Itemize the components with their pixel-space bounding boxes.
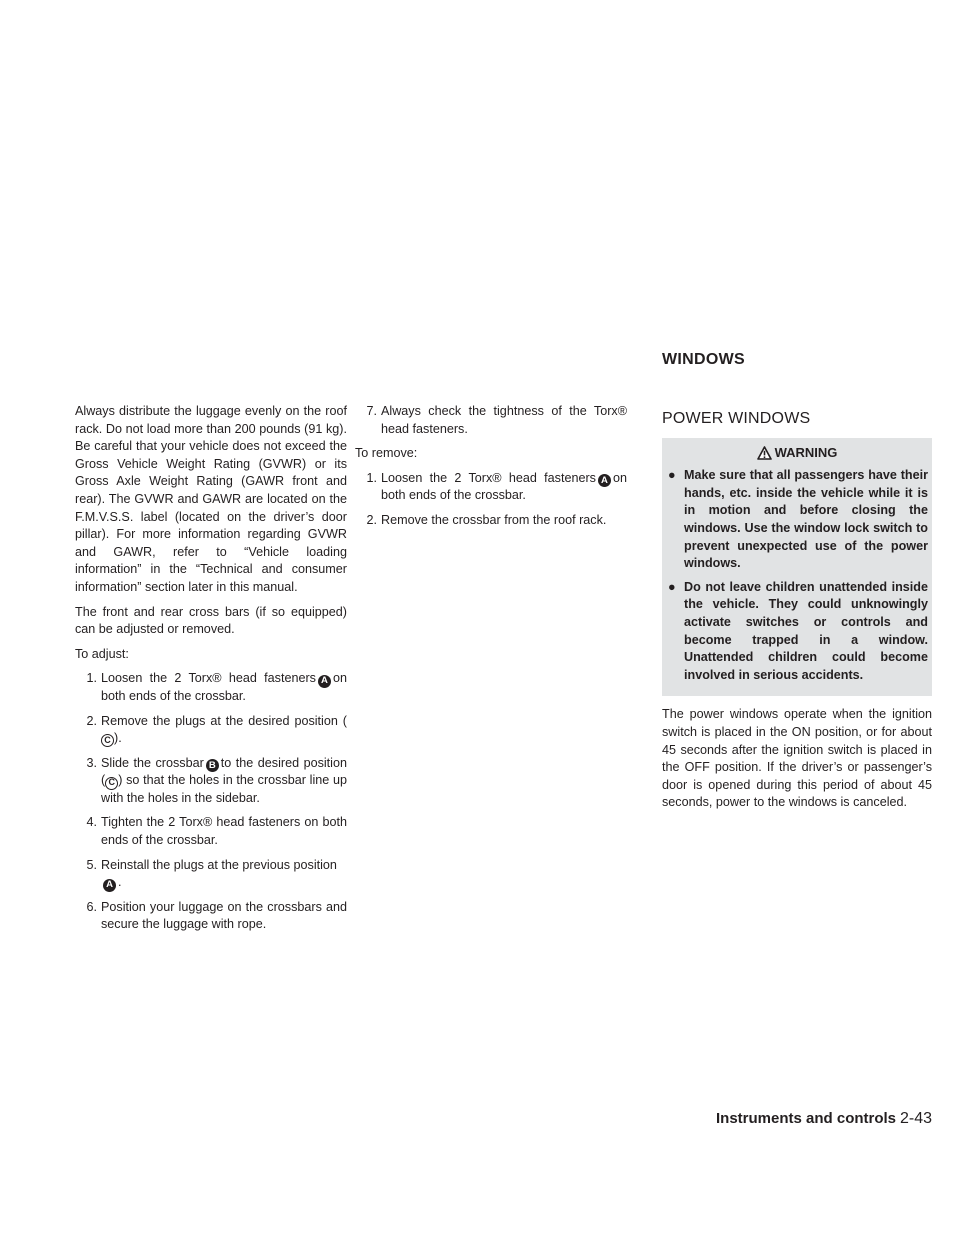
marker-c-icon: C — [105, 777, 118, 790]
column-right — [662, 410, 932, 819]
adjust-step-2: 2. Remove the plugs at the desired position (C ). — [75, 713, 347, 748]
marker-b-icon: B — [206, 759, 219, 772]
adjust-step-6: 6. Position your luggage on the crossbars and secure the luggage with rope. — [86, 899, 347, 932]
adjust-step-4: 4. Tighten the 2 Torx® head fasteners on both ends of the crossbar. — [86, 815, 347, 848]
luggage-paragraph: Always distribute the luggage evenly on the roof rack. Do not load more than 200 pounds (91 kg). Be careful that your vehicle does not exceed the Gross Vehicle Weight Rating (GVWR) or its Gross Axle Weight Rating (GAWR front and rear). The GVWR and GAWR are located on the F.M.V.S.S. label (located on the driver’s door pillar). For more information regarding GVWR and GAWR, refer to “Vehicle loading information” in the “Technical and consumer information” section later in this manual. — [75, 404, 347, 594]
warning-item: ● Make sure that all passengers have their hands, etc. inside the vehicle while it is in motion and before closing the windows. Use the window lock switch to prevent unexpected use of the power windows. — [668, 468, 928, 571]
marker-c-icon: C — [101, 734, 114, 747]
crossbar-paragraph: The front and rear cross bars (if so equipped) can be adjusted or removed. — [75, 604, 347, 637]
warning-item: ● Do not leave children unattended inside the vehicle. They could unknowingly activate switches or controls and become trapped in a window. Unattended children could become involved in serious accidents. — [668, 579, 928, 682]
footer-section: Instruments and controls — [716, 1110, 897, 1127]
subsection-title: POWER WINDOWS — [662, 410, 811, 427]
adjust-step-3: 3. Slide the crossbar B to the desired position ( C ) so that the holes in the crossbar line up with the holes in the sidebar. — [86, 755, 347, 805]
adjust-step-5: 5. Reinstall the plugs at the previous position A . — [86, 857, 337, 891]
remove-steps — [355, 470, 627, 530]
remove-label: To remove: — [355, 446, 418, 461]
adjust-step-7: 7. Always check the tightness of the Torx® head fasteners. — [366, 404, 627, 436]
adjust-steps-continued — [355, 403, 627, 438]
column-left — [75, 403, 347, 941]
adjust-label: To adjust: — [75, 646, 129, 661]
remove-step-1: 1. Loosen the 2 Torx® head fasteners A on both ends of the crossbar. — [366, 470, 627, 503]
adjust-step-1: 1. Loosen the 2 Torx® head fasteners A on both ends of the crossbar. — [86, 671, 347, 703]
column-middle — [355, 403, 627, 537]
section-title: WINDOWS — [662, 351, 745, 368]
page-footer — [716, 1110, 932, 1128]
marker-a-icon: A — [318, 675, 331, 688]
bullet-icon: ● — [668, 579, 676, 594]
warning-heading: WARNING — [666, 444, 928, 462]
marker-a-icon: A — [103, 879, 116, 892]
remove-step-2: 2. Remove the crossbar from the roof rack. — [366, 512, 607, 527]
adjust-steps — [75, 670, 347, 934]
power-windows-paragraph: The power windows operate when the ignition switch is placed in the ON position, or for about 45 seconds after the ignition switch is placed in the OFF position. If the driver’s or passenger’s door is opened during this period of about 45 seconds, power to the windows is canceled. — [662, 707, 932, 810]
warning-box — [662, 438, 932, 697]
marker-a-icon: A — [598, 474, 611, 487]
page-number: 2-43 — [900, 1110, 933, 1127]
warning-icon — [757, 446, 772, 460]
bullet-icon: ● — [668, 468, 676, 483]
